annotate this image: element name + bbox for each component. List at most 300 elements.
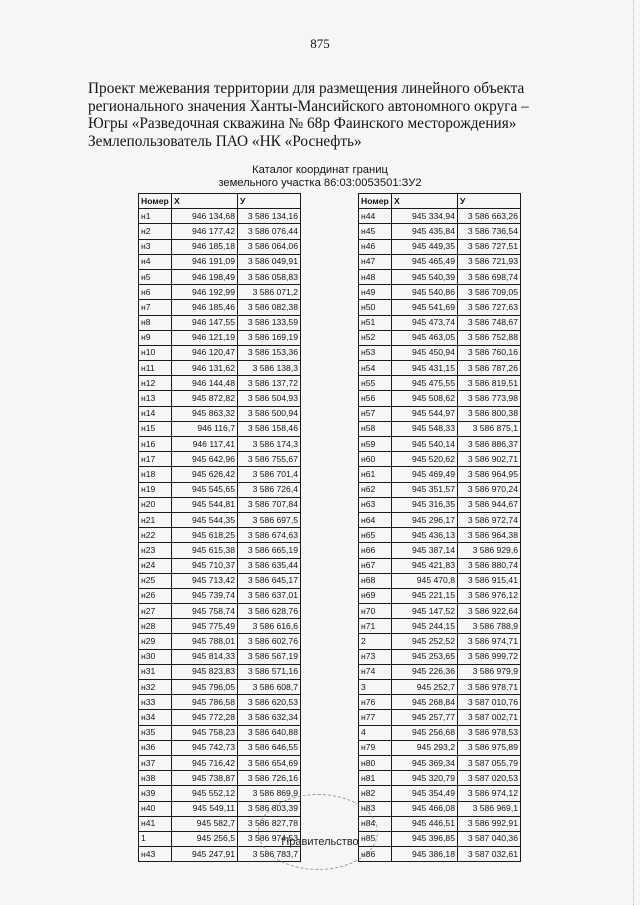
point-number-cell: н27 bbox=[139, 604, 172, 619]
x-coordinate-cell: 945 710,37 bbox=[172, 558, 238, 573]
x-coordinate-cell: 946 134,68 bbox=[172, 209, 238, 224]
x-coordinate-cell: 945 642,96 bbox=[172, 452, 238, 467]
table-row bbox=[359, 376, 521, 391]
point-number-cell: н34 bbox=[139, 710, 172, 725]
y-coordinate-cell: 3 586 697,5 bbox=[238, 512, 301, 527]
y-coordinate-cell: 3 586 571,16 bbox=[238, 664, 301, 679]
stamp-text: Правительство bbox=[281, 836, 359, 848]
table-row bbox=[139, 573, 301, 588]
y-coordinate-cell: 3 587 010,76 bbox=[458, 695, 521, 710]
point-number-cell: н16 bbox=[139, 437, 172, 452]
point-number-cell: н31 bbox=[139, 664, 172, 679]
y-coordinate-cell: 3 586 608,7 bbox=[238, 680, 301, 695]
point-number-cell: н6 bbox=[139, 285, 172, 300]
point-number-cell: н59 bbox=[359, 437, 392, 452]
y-coordinate-cell: 3 586 698,74 bbox=[458, 269, 521, 284]
y-coordinate-cell: 3 586 076,44 bbox=[238, 224, 301, 239]
y-coordinate-cell: 3 586 803,39 bbox=[238, 801, 301, 816]
point-number-cell: н7 bbox=[139, 300, 172, 315]
y-coordinate-cell: 3 586 645,17 bbox=[238, 573, 301, 588]
x-coordinate-cell: 945 473,74 bbox=[392, 315, 458, 330]
point-number-cell: н4 bbox=[139, 254, 172, 269]
x-coordinate-cell: 945 253,65 bbox=[392, 649, 458, 664]
point-number-cell: н11 bbox=[139, 361, 172, 376]
point-number-cell: н46 bbox=[359, 239, 392, 254]
header-number: Номер bbox=[359, 194, 392, 209]
y-coordinate-cell: 3 586 169,19 bbox=[238, 330, 301, 345]
x-coordinate-cell: 945 465,49 bbox=[392, 254, 458, 269]
point-number-cell: н58 bbox=[359, 421, 392, 436]
y-coordinate-cell: 3 586 602,76 bbox=[238, 634, 301, 649]
table-row bbox=[359, 604, 521, 619]
point-number-cell: н25 bbox=[139, 573, 172, 588]
table-row bbox=[139, 740, 301, 755]
y-coordinate-cell: 3 586 628,76 bbox=[238, 604, 301, 619]
y-coordinate-cell: 3 586 964,95 bbox=[458, 467, 521, 482]
point-number-cell: н47 bbox=[359, 254, 392, 269]
y-coordinate-cell: 3 586 709,05 bbox=[458, 285, 521, 300]
table-row bbox=[359, 619, 521, 634]
y-coordinate-cell: 3 586 974,53 bbox=[238, 831, 301, 846]
point-number-cell: н14 bbox=[139, 406, 172, 421]
point-number-cell: н51 bbox=[359, 315, 392, 330]
table-row bbox=[359, 649, 521, 664]
y-coordinate-cell: 3 586 727,63 bbox=[458, 300, 521, 315]
x-coordinate-cell: 945 548,33 bbox=[392, 421, 458, 436]
point-number-cell: н62 bbox=[359, 482, 392, 497]
point-number-cell: н68 bbox=[359, 573, 392, 588]
y-coordinate-cell: 3 586 970,24 bbox=[458, 482, 521, 497]
y-coordinate-cell: 3 586 819,51 bbox=[458, 376, 521, 391]
point-number-cell: н2 bbox=[139, 224, 172, 239]
point-number-cell: н63 bbox=[359, 497, 392, 512]
table-row bbox=[359, 710, 521, 725]
x-coordinate-cell: 945 786,58 bbox=[172, 695, 238, 710]
table-row bbox=[359, 224, 521, 239]
x-coordinate-cell: 945 520,62 bbox=[392, 452, 458, 467]
x-coordinate-cell: 945 615,38 bbox=[172, 543, 238, 558]
x-coordinate-cell: 946 147,55 bbox=[172, 315, 238, 330]
x-coordinate-cell: 945 508,62 bbox=[392, 391, 458, 406]
table-row bbox=[359, 467, 521, 482]
x-coordinate-cell: 945 147,52 bbox=[392, 604, 458, 619]
y-coordinate-cell: 3 586 969,1 bbox=[458, 801, 521, 816]
point-number-cell: н15 bbox=[139, 421, 172, 436]
table-row bbox=[139, 269, 301, 284]
point-number-cell: н19 bbox=[139, 482, 172, 497]
x-coordinate-cell: 945 247,91 bbox=[172, 847, 238, 862]
point-number-cell: н52 bbox=[359, 330, 392, 345]
y-coordinate-cell: 3 587 040,36 bbox=[458, 831, 521, 846]
table-row bbox=[139, 330, 301, 345]
y-coordinate-cell: 3 586 637,01 bbox=[238, 588, 301, 603]
x-coordinate-cell: 946 177,42 bbox=[172, 224, 238, 239]
point-number-cell: н32 bbox=[139, 680, 172, 695]
table-row bbox=[359, 680, 521, 695]
table-row bbox=[139, 300, 301, 315]
x-coordinate-cell: 945 320,79 bbox=[392, 771, 458, 786]
point-number-cell: н71 bbox=[359, 619, 392, 634]
heading-line: Проект межевания территории для размещения линейного объекта bbox=[88, 80, 525, 97]
y-coordinate-cell: 3 586 158,46 bbox=[238, 421, 301, 436]
y-coordinate-cell: 3 586 788,9 bbox=[458, 619, 521, 634]
y-coordinate-cell: 3 586 929,6 bbox=[458, 543, 521, 558]
point-number-cell: н36 bbox=[139, 740, 172, 755]
table-row bbox=[139, 467, 301, 482]
y-coordinate-cell: 3 586 153,36 bbox=[238, 345, 301, 360]
x-coordinate-cell: 945 618,25 bbox=[172, 528, 238, 543]
point-number-cell: н38 bbox=[139, 771, 172, 786]
header-y: У bbox=[458, 194, 521, 209]
x-coordinate-cell: 945 758,23 bbox=[172, 725, 238, 740]
x-coordinate-cell: 946 120,47 bbox=[172, 345, 238, 360]
x-coordinate-cell: 945 396,85 bbox=[392, 831, 458, 846]
point-number-cell: н29 bbox=[139, 634, 172, 649]
point-number-cell: н76 bbox=[359, 695, 392, 710]
y-coordinate-cell: 3 586 972,74 bbox=[458, 512, 521, 527]
header-x: X bbox=[392, 194, 458, 209]
y-coordinate-cell: 3 586 974,12 bbox=[458, 786, 521, 801]
coordinates-table-left bbox=[138, 193, 301, 862]
point-number-cell: н30 bbox=[139, 649, 172, 664]
y-coordinate-cell: 3 586 646,55 bbox=[238, 740, 301, 755]
official-stamp bbox=[258, 794, 378, 870]
y-coordinate-cell: 3 586 134,16 bbox=[238, 209, 301, 224]
point-number-cell: н43 bbox=[139, 847, 172, 862]
y-coordinate-cell: 3 586 760,16 bbox=[458, 345, 521, 360]
point-number-cell: н56 bbox=[359, 391, 392, 406]
x-coordinate-cell: 945 872,82 bbox=[172, 391, 238, 406]
y-coordinate-cell: 3 587 002,71 bbox=[458, 710, 521, 725]
y-coordinate-cell: 3 586 755,67 bbox=[238, 452, 301, 467]
table-row bbox=[359, 528, 521, 543]
x-coordinate-cell: 945 257,77 bbox=[392, 710, 458, 725]
table-row bbox=[139, 406, 301, 421]
y-coordinate-cell: 3 586 875,1 bbox=[458, 421, 521, 436]
point-number-cell: н73 bbox=[359, 649, 392, 664]
point-number-cell: н26 bbox=[139, 588, 172, 603]
point-number-cell: н60 bbox=[359, 452, 392, 467]
y-coordinate-cell: 3 586 504,93 bbox=[238, 391, 301, 406]
x-coordinate-cell: 945 788,01 bbox=[172, 634, 238, 649]
y-coordinate-cell: 3 586 974,71 bbox=[458, 634, 521, 649]
table-row bbox=[139, 619, 301, 634]
x-coordinate-cell: 945 540,39 bbox=[392, 269, 458, 284]
table-row bbox=[139, 497, 301, 512]
y-coordinate-cell: 3 586 964,38 bbox=[458, 528, 521, 543]
table-row bbox=[359, 300, 521, 315]
point-number-cell: н50 bbox=[359, 300, 392, 315]
y-coordinate-cell: 3 586 567,19 bbox=[238, 649, 301, 664]
x-coordinate-cell: 945 351,57 bbox=[392, 482, 458, 497]
x-coordinate-cell: 945 293,2 bbox=[392, 740, 458, 755]
y-coordinate-cell: 3 586 752,88 bbox=[458, 330, 521, 345]
x-coordinate-cell: 945 540,86 bbox=[392, 285, 458, 300]
x-coordinate-cell: 946 144,48 bbox=[172, 376, 238, 391]
point-number-cell: н48 bbox=[359, 269, 392, 284]
table-row bbox=[139, 543, 301, 558]
point-number-cell: н37 bbox=[139, 755, 172, 770]
point-number-cell: н1 bbox=[139, 209, 172, 224]
y-coordinate-cell: 3 586 922,64 bbox=[458, 604, 521, 619]
point-number-cell: н77 bbox=[359, 710, 392, 725]
table-header-row bbox=[139, 194, 301, 209]
y-coordinate-cell: 3 586 944,67 bbox=[458, 497, 521, 512]
x-coordinate-cell: 946 131,62 bbox=[172, 361, 238, 376]
table-row bbox=[139, 345, 301, 360]
x-coordinate-cell: 945 450,94 bbox=[392, 345, 458, 360]
x-coordinate-cell: 946 198,49 bbox=[172, 269, 238, 284]
y-coordinate-cell: 3 586 640,88 bbox=[238, 725, 301, 740]
table-row bbox=[139, 361, 301, 376]
table-row bbox=[139, 680, 301, 695]
table-row bbox=[359, 330, 521, 345]
x-coordinate-cell: 945 252,7 bbox=[392, 680, 458, 695]
x-coordinate-cell: 945 446,51 bbox=[392, 816, 458, 831]
point-number-cell: н44 bbox=[359, 209, 392, 224]
y-coordinate-cell: 3 586 915,41 bbox=[458, 573, 521, 588]
table-row bbox=[139, 512, 301, 527]
x-coordinate-cell: 945 469,49 bbox=[392, 467, 458, 482]
y-coordinate-cell: 3 586 992,91 bbox=[458, 816, 521, 831]
point-number-cell: н17 bbox=[139, 452, 172, 467]
point-number-cell: н13 bbox=[139, 391, 172, 406]
table-row bbox=[139, 634, 301, 649]
x-coordinate-cell: 945 626,42 bbox=[172, 467, 238, 482]
x-coordinate-cell: 945 268,84 bbox=[392, 695, 458, 710]
heading-line: Югры «Разведочная скважина № 68р Фаинского месторождения» bbox=[88, 115, 517, 132]
x-coordinate-cell: 945 435,84 bbox=[392, 224, 458, 239]
table-row bbox=[359, 345, 521, 360]
x-coordinate-cell: 945 544,97 bbox=[392, 406, 458, 421]
table-row bbox=[139, 224, 301, 239]
heading-line: регионального значения Ханты-Мансийского автономного округа – bbox=[88, 97, 529, 115]
x-coordinate-cell: 945 582,7 bbox=[172, 816, 238, 831]
table-row bbox=[139, 528, 301, 543]
table-row bbox=[139, 254, 301, 269]
point-number-cell: н85 bbox=[359, 831, 392, 846]
y-coordinate-cell: 3 586 827,78 bbox=[238, 816, 301, 831]
x-coordinate-cell: 946 121,19 bbox=[172, 330, 238, 345]
point-number-cell: н86 bbox=[359, 847, 392, 862]
y-coordinate-cell: 3 586 886,37 bbox=[458, 437, 521, 452]
point-number-cell: н10 bbox=[139, 345, 172, 360]
y-coordinate-cell: 3 586 064,06 bbox=[238, 239, 301, 254]
point-number-cell: н66 bbox=[359, 543, 392, 558]
table-row bbox=[139, 239, 301, 254]
table-row bbox=[359, 406, 521, 421]
y-coordinate-cell: 3 586 133,59 bbox=[238, 315, 301, 330]
point-number-cell: н69 bbox=[359, 588, 392, 603]
y-coordinate-cell: 3 586 082,38 bbox=[238, 300, 301, 315]
y-coordinate-cell: 3 586 635,44 bbox=[238, 558, 301, 573]
table-body-left bbox=[139, 209, 301, 862]
x-coordinate-cell: 945 772,28 bbox=[172, 710, 238, 725]
x-coordinate-cell: 945 814,33 bbox=[172, 649, 238, 664]
y-coordinate-cell: 3 586 727,51 bbox=[458, 239, 521, 254]
document-heading bbox=[88, 80, 558, 150]
coordinates-table-right bbox=[358, 193, 521, 862]
point-number-cell: н23 bbox=[139, 543, 172, 558]
table-row bbox=[359, 634, 521, 649]
y-coordinate-cell: 3 586 787,26 bbox=[458, 361, 521, 376]
table-row bbox=[139, 664, 301, 679]
table-row bbox=[359, 740, 521, 755]
caption-line: земельного участка 86:03:0053501:ЗУ2 bbox=[218, 177, 422, 189]
y-coordinate-cell: 3 586 978,71 bbox=[458, 680, 521, 695]
table-row bbox=[359, 573, 521, 588]
table-row bbox=[139, 695, 301, 710]
y-coordinate-cell: 3 586 674,63 bbox=[238, 528, 301, 543]
x-coordinate-cell: 945 758,74 bbox=[172, 604, 238, 619]
x-coordinate-cell: 945 244,15 bbox=[392, 619, 458, 634]
y-coordinate-cell: 3 586 800,38 bbox=[458, 406, 521, 421]
x-coordinate-cell: 945 386,18 bbox=[392, 847, 458, 862]
table-row bbox=[139, 482, 301, 497]
table-row bbox=[359, 512, 521, 527]
table-row bbox=[359, 239, 521, 254]
x-coordinate-cell: 946 185,18 bbox=[172, 239, 238, 254]
point-number-cell: н81 bbox=[359, 771, 392, 786]
point-number-cell: н61 bbox=[359, 467, 392, 482]
x-coordinate-cell: 945 544,81 bbox=[172, 497, 238, 512]
x-coordinate-cell: 945 742,73 bbox=[172, 740, 238, 755]
point-number-cell: н18 bbox=[139, 467, 172, 482]
point-number-cell: н70 bbox=[359, 604, 392, 619]
point-number-cell: н80 bbox=[359, 755, 392, 770]
table-row bbox=[359, 497, 521, 512]
x-coordinate-cell: 945 475,55 bbox=[392, 376, 458, 391]
table-row bbox=[139, 209, 301, 224]
y-coordinate-cell: 3 586 137,72 bbox=[238, 376, 301, 391]
x-coordinate-cell: 946 192,99 bbox=[172, 285, 238, 300]
table-row bbox=[139, 421, 301, 436]
x-coordinate-cell: 945 226,36 bbox=[392, 664, 458, 679]
header-x: X bbox=[172, 194, 238, 209]
point-number-cell: н22 bbox=[139, 528, 172, 543]
y-coordinate-cell: 3 586 701,4 bbox=[238, 467, 301, 482]
point-number-cell: н41 bbox=[139, 816, 172, 831]
y-coordinate-cell: 3 586 620,53 bbox=[238, 695, 301, 710]
table-row bbox=[359, 421, 521, 436]
y-coordinate-cell: 3 586 049,91 bbox=[238, 254, 301, 269]
point-number-cell: н74 bbox=[359, 664, 392, 679]
point-number-cell: н82 bbox=[359, 786, 392, 801]
x-coordinate-cell: 945 775,49 bbox=[172, 619, 238, 634]
x-coordinate-cell: 945 863,32 bbox=[172, 406, 238, 421]
y-coordinate-cell: 3 586 071,2 bbox=[238, 285, 301, 300]
table-row bbox=[359, 588, 521, 603]
point-number-cell: н84 bbox=[359, 816, 392, 831]
y-coordinate-cell: 3 586 726,16 bbox=[238, 771, 301, 786]
x-coordinate-cell: 945 354,49 bbox=[392, 786, 458, 801]
point-number-cell: н9 bbox=[139, 330, 172, 345]
point-number-cell: н35 bbox=[139, 725, 172, 740]
table-row bbox=[359, 725, 521, 740]
y-coordinate-cell: 3 586 721,93 bbox=[458, 254, 521, 269]
x-coordinate-cell: 945 369,34 bbox=[392, 755, 458, 770]
x-coordinate-cell: 945 739,74 bbox=[172, 588, 238, 603]
table-row bbox=[359, 786, 521, 801]
point-number-cell: н54 bbox=[359, 361, 392, 376]
y-coordinate-cell: 3 586 736,54 bbox=[458, 224, 521, 239]
point-number-cell: н28 bbox=[139, 619, 172, 634]
caption-line: Каталог координат границ bbox=[252, 164, 388, 176]
y-coordinate-cell: 3 586 616,6 bbox=[238, 619, 301, 634]
y-coordinate-cell: 3 586 138,3 bbox=[238, 361, 301, 376]
table-body-right bbox=[359, 209, 521, 862]
table-row bbox=[359, 254, 521, 269]
y-coordinate-cell: 3 586 773,98 bbox=[458, 391, 521, 406]
table-row bbox=[139, 786, 301, 801]
point-number-cell: н20 bbox=[139, 497, 172, 512]
x-coordinate-cell: 945 221,15 bbox=[392, 588, 458, 603]
y-coordinate-cell: 3 586 707,84 bbox=[238, 497, 301, 512]
x-coordinate-cell: 945 252,52 bbox=[392, 634, 458, 649]
y-coordinate-cell: 3 586 869,9 bbox=[238, 786, 301, 801]
table-row bbox=[359, 269, 521, 284]
point-number-cell: н64 bbox=[359, 512, 392, 527]
table-row bbox=[139, 771, 301, 786]
y-coordinate-cell: 3 586 978,53 bbox=[458, 725, 521, 740]
table-row bbox=[359, 315, 521, 330]
table-row bbox=[359, 361, 521, 376]
y-coordinate-cell: 3 586 748,67 bbox=[458, 315, 521, 330]
x-coordinate-cell: 946 116,7 bbox=[172, 421, 238, 436]
x-coordinate-cell: 945 540,14 bbox=[392, 437, 458, 452]
x-coordinate-cell: 945 823,83 bbox=[172, 664, 238, 679]
point-number-cell: н65 bbox=[359, 528, 392, 543]
x-coordinate-cell: 946 117,41 bbox=[172, 437, 238, 452]
table-row bbox=[359, 695, 521, 710]
y-coordinate-cell: 3 586 975,89 bbox=[458, 740, 521, 755]
table-row bbox=[359, 452, 521, 467]
header-number: Номер bbox=[139, 194, 172, 209]
x-coordinate-cell: 945 466,08 bbox=[392, 801, 458, 816]
table-row bbox=[139, 315, 301, 330]
table-row bbox=[139, 376, 301, 391]
table-row bbox=[359, 847, 521, 862]
point-number-cell: н3 bbox=[139, 239, 172, 254]
header-y: У bbox=[238, 194, 301, 209]
y-coordinate-cell: 3 587 032,61 bbox=[458, 847, 521, 862]
y-coordinate-cell: 3 586 979,9 bbox=[458, 664, 521, 679]
point-number-cell: н8 bbox=[139, 315, 172, 330]
x-coordinate-cell: 945 387,14 bbox=[392, 543, 458, 558]
y-coordinate-cell: 3 587 020,53 bbox=[458, 771, 521, 786]
table-row bbox=[139, 437, 301, 452]
y-coordinate-cell: 3 586 976,12 bbox=[458, 588, 521, 603]
table-row bbox=[139, 725, 301, 740]
table-row bbox=[359, 285, 521, 300]
x-coordinate-cell: 945 421,83 bbox=[392, 558, 458, 573]
point-number-cell: 3 bbox=[359, 680, 392, 695]
point-number-cell: н55 bbox=[359, 376, 392, 391]
y-coordinate-cell: 3 586 665,19 bbox=[238, 543, 301, 558]
x-coordinate-cell: 945 541,69 bbox=[392, 300, 458, 315]
x-coordinate-cell: 945 549,11 bbox=[172, 801, 238, 816]
table-row bbox=[139, 558, 301, 573]
x-coordinate-cell: 945 545,65 bbox=[172, 482, 238, 497]
y-coordinate-cell: 3 586 174,3 bbox=[238, 437, 301, 452]
table-row bbox=[359, 482, 521, 497]
point-number-cell: н33 bbox=[139, 695, 172, 710]
table-row bbox=[139, 710, 301, 725]
x-coordinate-cell: 945 470,8 bbox=[392, 573, 458, 588]
point-number-cell: 4 bbox=[359, 725, 392, 740]
x-coordinate-cell: 945 716,42 bbox=[172, 755, 238, 770]
y-coordinate-cell: 3 586 880,74 bbox=[458, 558, 521, 573]
